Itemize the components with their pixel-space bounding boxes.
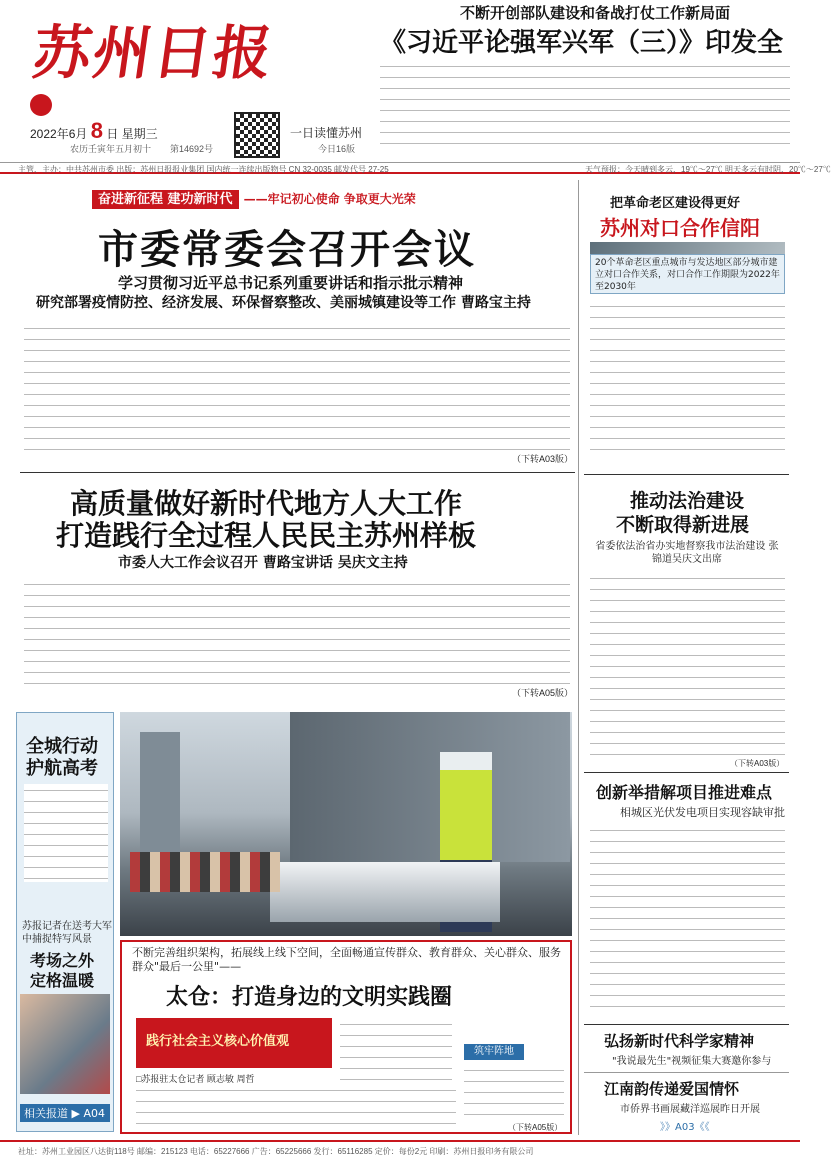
lead-jump[interactable]: （下转A03版） bbox=[512, 454, 574, 464]
lead-banner bbox=[92, 188, 416, 207]
right-1-body bbox=[590, 300, 785, 450]
taicang-image: 践行社会主义核心价值观 bbox=[136, 1018, 332, 1068]
second-headline-1[interactable]: 高质量做好新时代地方人大工作 bbox=[70, 487, 463, 520]
right-2-subhead: 省委依法治省办实地督察我市法治建设 张锦道吴庆文出席 bbox=[595, 541, 779, 565]
right-2-body bbox=[590, 572, 785, 758]
lead-body bbox=[24, 322, 570, 452]
top-story-body bbox=[380, 60, 790, 152]
gaokao-title-2[interactable]: 护航高考 bbox=[26, 758, 98, 779]
right-1-kicker: 把革命老区建设得更好 bbox=[610, 196, 741, 211]
taicang-kicker: 不断完善组织架构，拓展线上线下空间，全面畅通宣传群众、教育群众、关心群众、服务群众"最后一公里"—— bbox=[132, 946, 561, 973]
gaokao-caption: 苏报记者在送考大军中捕捉特写风景 bbox=[22, 921, 112, 945]
taicang-body-b bbox=[340, 1018, 452, 1084]
right-2-jump[interactable]: （下转A03版） bbox=[730, 759, 785, 768]
gaokao-body bbox=[24, 784, 108, 882]
right-divider-4 bbox=[584, 1072, 789, 1073]
right-4-subhead: "我说最先生"视频征集大赛邀你参与 bbox=[612, 1056, 772, 1067]
issue-number: 第14692号 bbox=[170, 144, 214, 154]
police-motorcycles bbox=[270, 862, 500, 922]
right-3-body bbox=[590, 824, 785, 1010]
slogan: 一日读懂苏州 bbox=[290, 126, 363, 140]
right-divider-1 bbox=[584, 474, 789, 475]
right-2-headline-1[interactable]: 推动法治建设 bbox=[630, 490, 745, 512]
newspaper-emblem-icon bbox=[30, 94, 52, 116]
date-line: 2022年6月 8 日 星期三 bbox=[30, 118, 158, 143]
top-story-kicker: 不断开创部队建设和备战打仗工作新局面 bbox=[460, 4, 731, 22]
page-count: 今日16版 bbox=[318, 144, 356, 154]
right-5-subhead: 市侨界书画展藏洋巡展昨日开展 bbox=[620, 1104, 760, 1115]
lead-subhead-1: 学习贯彻习近平总书记系列重要讲话和指示批示精神 bbox=[118, 274, 464, 292]
taicang-headline[interactable]: 太仓：打造身边的文明实践圈 bbox=[166, 985, 453, 1010]
taicang-body-a bbox=[136, 1084, 456, 1128]
footer-info: 社址：苏州工业园区八达街118号 邮编：215123 电话：65227666 广告：65225666 发行：65116285 定价：每份2元 印刷：苏州日报印务有限公司 bbox=[18, 1147, 534, 1156]
lead-headline[interactable]: 市委常委会召开会议 bbox=[98, 227, 476, 273]
right-2-headline-2[interactable]: 不断取得新进展 bbox=[616, 514, 750, 536]
meta-row bbox=[0, 162, 831, 174]
right-3-subhead: 相城区光伏发电项目实现容缺审批 bbox=[620, 806, 785, 819]
second-headline-2[interactable]: 打造践行全过程人民民主苏州样板 bbox=[56, 519, 477, 552]
students-photo bbox=[20, 994, 110, 1094]
second-jump[interactable]: （下转A05版） bbox=[512, 688, 574, 698]
qr-code-icon[interactable] bbox=[234, 112, 280, 158]
related-reports-link[interactable]: 相关报道 ▶ A04 bbox=[20, 1104, 110, 1122]
gaokao-title-1[interactable]: 全城行动 bbox=[26, 736, 98, 757]
column-divider bbox=[578, 180, 579, 1135]
lead-subhead-2: 研究部署疫情防控、经济发展、环保督察整改、美丽城镇建设等工作 曹路宝主持 bbox=[36, 295, 531, 311]
banner-tail: ——牢记初心使命 争取更大光荣 bbox=[243, 192, 416, 206]
gaokao-title-4[interactable]: 定格温暖 bbox=[30, 971, 95, 990]
gaokao-title-3[interactable]: 考场之外 bbox=[30, 951, 95, 970]
right-3-headline[interactable]: 创新举措解项目推进难点 bbox=[596, 783, 773, 802]
lunar-date: 农历壬寅年五月初十 bbox=[70, 144, 152, 154]
right-divider-2 bbox=[584, 772, 789, 773]
masthead-logo: 苏州日报 bbox=[28, 19, 279, 87]
section-divider bbox=[20, 472, 575, 473]
top-story-headline[interactable]: 《习近平论强军兴军（三）》印发全 bbox=[380, 28, 784, 58]
taicang-badge: 筑牢阵地 bbox=[464, 1044, 524, 1060]
taicang-jump[interactable]: （下转A05版） bbox=[508, 1123, 563, 1132]
date-day: 8 bbox=[90, 118, 103, 143]
right-5-headline[interactable]: 江南韵传递爱国情怀 bbox=[604, 1080, 740, 1098]
main-photo bbox=[120, 712, 572, 936]
building-right bbox=[290, 712, 570, 862]
right-divider-3 bbox=[584, 1024, 789, 1025]
banner-tag: 奋进新征程 建功新时代 bbox=[92, 190, 239, 209]
right-5-jump[interactable]: 》》A03《《 bbox=[660, 1122, 710, 1133]
right-1-infobox: 20个革命老区重点城市与发达地区部分城市建立对口合作关系，对口合作工作期限为2022年至2030年 bbox=[590, 254, 785, 294]
weather-forecast: 天气预报：今天晴到多云，19℃～27℃ 明天多云有时阴，20℃～27℃ bbox=[585, 165, 831, 174]
crowd bbox=[130, 852, 280, 892]
taicang-byline: □苏报驻太仓记者 顾志敏 周哲 bbox=[136, 1074, 255, 1084]
second-body bbox=[24, 578, 570, 686]
taicang-body-c bbox=[464, 1064, 564, 1120]
right-1-headline[interactable]: 苏州对口合作信阳 bbox=[600, 216, 760, 240]
right-4-headline[interactable]: 弘扬新时代科学家精神 bbox=[604, 1032, 755, 1050]
publisher-info: 主管、主办：中共苏州市委 出版：苏州日报报业集团 国内统一连续出版物号 CN 32-0035 邮发代号 27-25 bbox=[18, 165, 389, 174]
second-subhead: 市委人大工作会议召开 曹路宝讲话 吴庆文主持 bbox=[118, 555, 408, 571]
footer bbox=[0, 1140, 800, 1161]
